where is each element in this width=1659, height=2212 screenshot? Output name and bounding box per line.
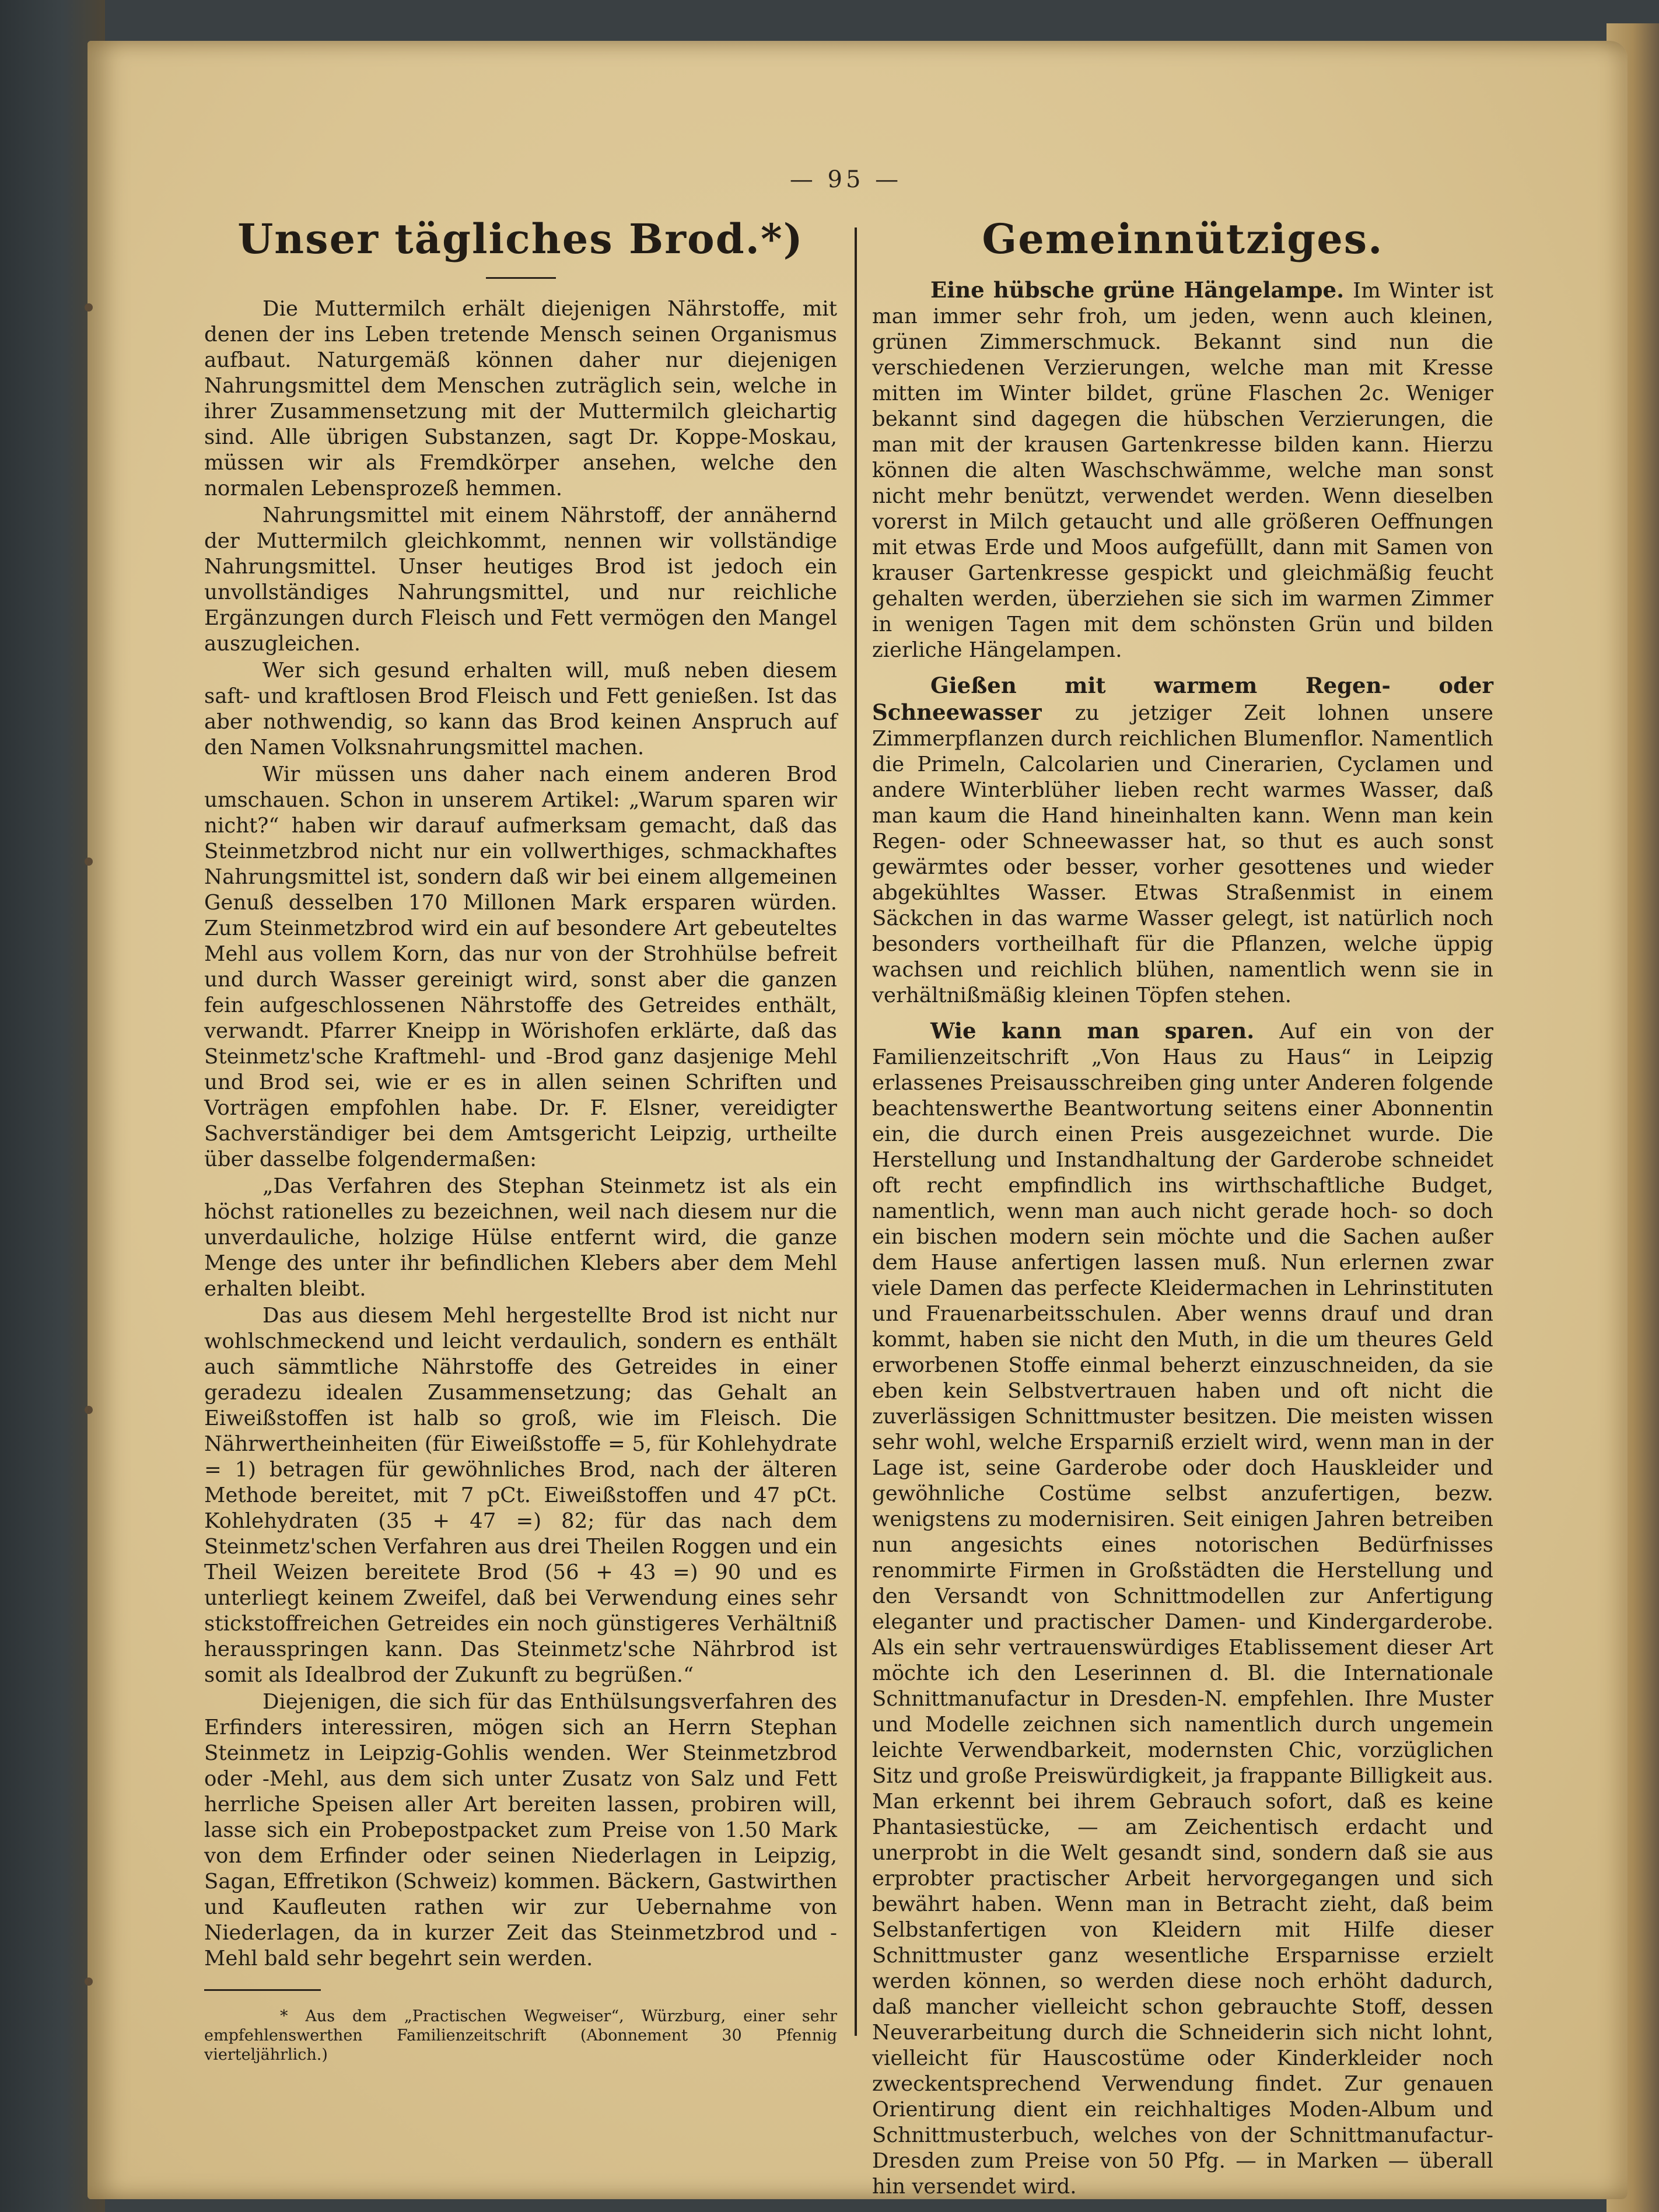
page-number: — 95 — [789, 166, 902, 193]
tip-text: Im Winter ist man immer sehr froh, um jeden, wenn auch kleinen, grünen Zimmerschmuck. Bekannt sind nun die verschiedenen Verzierungen, welche man mit Kresse mitten im Winter bildet, grüne Flaschen 2c. Weniger bekannt sind dagegen die hübschen Verzierungen, die man mit der krausen Gartenkresse bilden kann. Hierzu können die alten Waschschwämme, welche man sonst nicht mehr benützt, verwendet werden. Wenn dieselben vorerst in Milch getaucht und alle größeren Oeffnungen mit etwas Erde und Moos aufgefüllt, dann mit Samen von krauser Gartenkresse gespickt und gleichmäßig feucht gehalten werden, überziehen sie sich im warmen Zimmer in wenigen Tagen mit dem schönsten Grün und bilden zierliche Hängelampen. [872, 279, 1493, 662]
tip-text: Auf ein von der Familienzeitschrift „Von Haus zu Haus“ in Leipzig erlassenes Preisausschreiben ging unter Anderen folgende beachtenswerthe Beantwortung seitens einer Abonnentin ein, die durch einen Preis ausgezeichnet wurde. Die Herstellung und Instandhaltung der Garderobe schneidet oft recht empfindlich ins wirthschaftliche Budget, namentlich, wenn man auch nicht gerade hoch- so doch ein bischen modern sein möchte und die Sachen außer dem Hause anfertigen lassen muß. Nun erlernen zwar viele Damen das perfecte Kleidermachen in Lehrinstituten und Frauenarbeitsschulen. Aber wenns drauf und dran kommt, haben sie nicht den Muth, in die um theures Geld erworbenen Stoffe einmal beherzt einzuschneiden, da sie eben kein Selbstvertrauen haben und oft nicht die zuverlässigen Schnittmuster besitzen. Die meisten wissen sehr wohl, welche Ersparniß erzielt wird, wenn man in der Lage ist, seine Garderobe oder doch Hauskleider und gewöhnliche Costüme selbst anzufertigen, bezw. wenigstens zu modernisiren. Seit einigen Jahren betreiben nun angesichts eines notorischen Bedürfnisses renommirte Firmen in Großstädten die Herstellung und den Versandt von Schnittmodellen zur Anfertigung eleganter und practischer Damen- und Kindergarderobe. Als ein sehr vertrauenswürdiges Etablissement dieser Art möchte ich den Leserinnen d. Bl. die Internationale Schnittmanufactur in Dresden-N. empfehlen. Ihre Muster und Modelle zeichnen sich namentlich durch ungemein leichte Verwendbarkeit, modernsten Chic, vorzüglichen Sitz und große Preiswürdigkeit, ja frappante Billigkeit aus. Man erkennt bei ihrem Gebrauch sofort, daß es keine Phantasiestücke, — am Zeichentisch erdacht und unerprobt in die Welt gesandt sind, sondern daß sie aus erprobter practischer Arbeit hervorgegangen und sich bewährt haben. Wenn man in Betracht zieht, daß beim Selbstanfertigen von Kleidern mit Hilfe dieser Schnittmuster ganz wesentliche Ersparnisse erzielt werden können, so werden diese noch erhöht dadurch, daß mancher vielleicht schon gebrauchte Stoff, dessen Neuverarbeitung durch die Schneiderin sich nicht lohnt, vielleicht für Hauscostüme oder Kinderkleider noch zweckentsprechend Verwendung findet. Zur genauen Orientirung dient ein reichhaltiges Moden-Album und Schnittmusterbuch, welches von der Schnittmanufactur-Dresden zum Preise von 50 Pfg. — in Marken — überall hin versendet wird. [872, 1020, 1494, 2199]
article-paragraph: Wir müssen uns daher nach einem anderen Brod umschauen. Schon in unserem Artikel: „Warum sparen wir nicht?“ haben wir darauf aufmerksam gemacht, daß das Steinmetzbrod nicht nur ein vollwerthiges, schmackhaftes Nahrungsmittel ist, sondern daß wir bei einem allgemeinen Genuß desselben 170 Millonen Mark ersparen würden. Zum Steinmetzbrod wird ein auf besondere Art gebeuteltes Mehl aus vollem Korn, das nur von der Strohhülse befreit und durch Wasser gereinigt wird, sonst aber die ganzen fein aufgeschlossenen Nährstoffe des Getreides enthält, verwandt. Pfarrer Kneipp in Wörishofen erklärte, daß das Steinmetz'sche Kraftmehl- und -Brod ganz dasjenige Mehl und Brod sei, wie er es in allen seinen Schriften und Vorträgen empfohlen habe. Dr. F. Elsner, vereidigter Sachverständiger bei dem Amtsgericht Leipzig, urtheilte über dasselbe folgendermaßen: [204, 762, 837, 1171]
binding-hole [85, 858, 93, 866]
article-paragraph: Diejenigen, die sich für das Enthülsungsverfahren des Erfinders interessiren, mögen sich an Herrn Stephan Steinmetz in Leipzig-Gohlis wenden. Wer Steinmetzbrod oder -Mehl, aus dem sich unter Zusatz von Salz und Fett herrliche Speisen aller Art bereiten lassen, probiren will, lasse sich ein Probepostpacket zum Preise von 1.50 Mark von dem Erfinder oder seinen Niederlagen in Leipzig, Sagan, Effretikon (Schweiz) kommen. Bäckern, Gastwirthen und Kaufleuten rathen wir zur Uebernahme von Niederlagen, da in kurzer Zeit das Steinmetzbrod und -Mehl bald sehr begehrt sein werden. [204, 1690, 837, 1971]
article-paragraph: Wer sich gesund erhalten will, muß neben diesem saft- und kraftlosen Brod Fleisch und Fett genießen. Ist das aber nothwendig, so kann das Brod keinen Anspruch auf den Namen Volksnahrungsmittel machen. [204, 659, 837, 760]
footnote: * Aus dem „Practischen Wegweiser“, Würzburg, einer sehr empfehlenswerthen Familienzeitschrift (Abonnement 30 Pfennig vierteljährlich.) [204, 2007, 837, 2064]
tip-paragraph [872, 673, 1493, 1009]
binding-hole [85, 1406, 93, 1414]
left-column [204, 207, 837, 2080]
column-divider [855, 228, 857, 2036]
binding-hole [85, 303, 93, 312]
article-paragraph: Nahrungsmittel mit einem Nährstoff, der annähernd der Muttermilch gleichkommt, nennen wir vollständige Nahrungsmittel. Unser heutiges Brod ist jedoch ein unvollständiges Nahrungsmittel, und nur reichliche Ergänzungen durch Fleisch und Fett vermögen den Mangel auszugleichen. [204, 503, 837, 656]
section-title: Gemeinnütziges. [982, 215, 1384, 263]
binding-hole [85, 1978, 93, 1986]
footnote-divider [204, 1989, 321, 1991]
tip-paragraph [872, 1018, 1493, 2200]
tip-heading: Eine hübsche grüne Hängelampe. [930, 277, 1353, 303]
right-column [872, 207, 1493, 2209]
title-divider [486, 277, 556, 279]
article-paragraph: Die Muttermilch erhält diejenigen Nährstoffe, mit denen der ins Leben tretende Mensch seinen Organismus aufbaut. Naturgemäß können daher nur diejenigen Nahrungsmittel dem Menschen zuträglich sein, welche in ihrer Zusammensetzung mit der Muttermilch gleichartig sind. Alle übrigen Substanzen, sagt Dr. Koppe-Moskau, müssen wir als Fremdkörper ansehen, welche den normalen Lebensprozeß hemmen. [204, 297, 837, 501]
tip-heading: Wie kann man sparen. [930, 1018, 1280, 1044]
tip-paragraph [872, 277, 1493, 663]
article-title: Unser tägliches Brod.*) [237, 215, 804, 263]
tip-text: zu jetziger Zeit lohnen unsere Zimmerpflanzen durch reichlichen Blumenflor. Namentlich die Primeln, Calcolarien und Cinerarien, Cyclamen und andere Winterblüher lieben recht warmes Wasser, daß man kaum die Hand hineinhalten kann. Wenn man kein Regen- oder Schneewasser hat, so thut es auch sonst gewärmtes oder besser, vorher gesottenes und wieder abgekühltes Wasser. Etwas Straßenmist in einem Säckchen in das warme Wasser gelegt, ist natürlich noch besonders vortheilhaft für die Pflanzen, welche üppig wachsen und reichlich blühen, namentlich wenn sie in verhältnißmäßig kleinen Töpfen stehen. [872, 701, 1493, 1007]
quote-paragraph: „Das Verfahren des Stephan Steinmetz ist als ein höchst rationelles zu bezeichnen, weil nach diesem nur die unverdauliche, holzige Hülse entfernt wird, die ganze Menge des unter ihr befindlichen Klebers aber dem Mehl erhalten bleibt. [204, 1174, 837, 1301]
tip-heading: Gießen mit warmem Regen- oder Schneewasser [872, 673, 1493, 725]
quote-paragraph: Das aus diesem Mehl hergestellte Brod ist nicht nur wohlschmeckend und leicht verdaulich, sondern es enthält auch sämmtliche Nährstoffe des Getreides in einer geradezu idealen Zusammensetzung; das Gehalt an Eiweißstoffen ist halb so groß, wie im Fleisch. Die Nährwertheinheiten (für Eiweißstoffe = 5, für Kohlehydrate = 1) betragen für gewöhnliches Brod, nach der älteren Methode bereitet, mit 7 pCt. Eiweißstoffen und 47 pCt. Kohlehydraten (35 + 47 =) 82; für das nach dem Steinmetz'schen Verfahren aus drei Theilen Roggen und ein Theil Weizen bereitete Brod (56 + 43 =) 90 und es unterliegt keinem Zweifel, daß bei Verwendung eines sehr stickstoffreichen Getreides ein noch günstigeres Verhältniß herausspringen kann. Das Steinmetz'sche Nährbrod ist somit als Idealbrod der Zukunft zu begrüßen.“ [204, 1304, 837, 1687]
